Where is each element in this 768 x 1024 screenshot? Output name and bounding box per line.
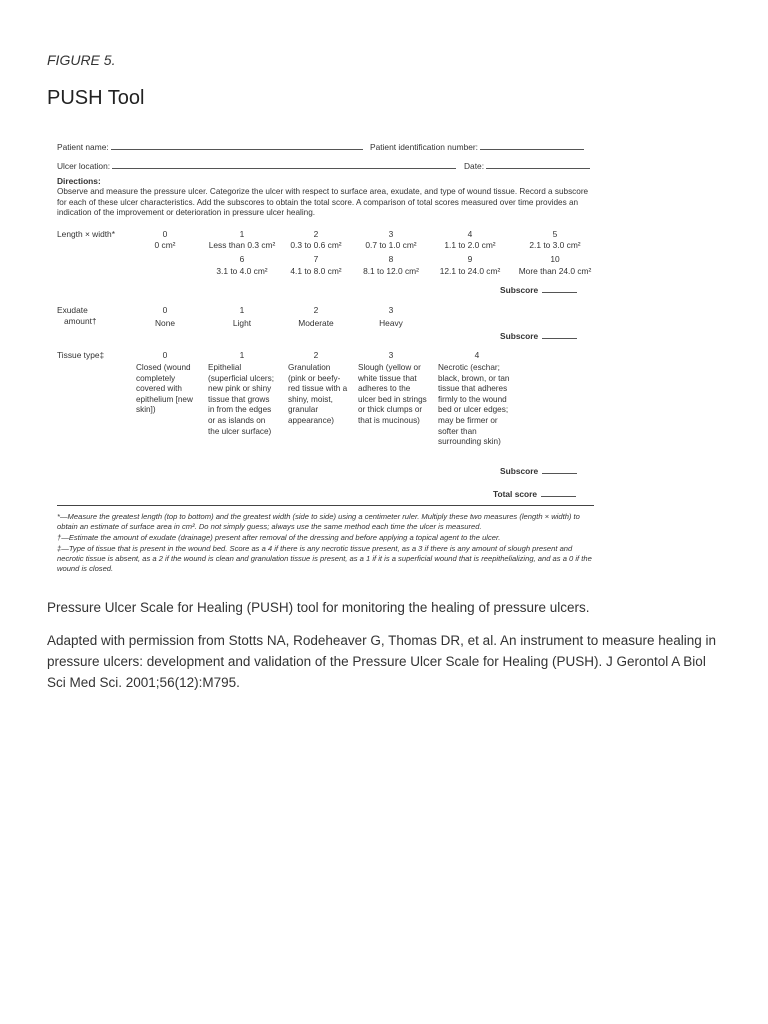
lw-score: 6 [239,254,245,264]
exudate-label-line2: amount† [64,316,97,326]
lw-value: 0.7 to 1.0 cm² [365,240,417,250]
total-score-field[interactable] [541,490,576,497]
lw-value: 12.1 to 24.0 cm² [439,266,501,276]
tissue-score: 3 [388,350,394,360]
lw-value: 0.3 to 0.6 cm² [290,240,342,250]
lw-value: 3.1 to 4.0 cm² [216,266,268,276]
patient-id-row [370,142,584,153]
tissue-type-label: Tissue type‡ [57,350,105,360]
patient-name-label: Patient name: [57,142,109,152]
patient-id-field[interactable] [480,143,584,150]
patient-id-label: Patient identification number: [370,142,479,152]
ulcer-location-row [57,161,456,172]
exudate-value: Moderate [298,318,334,328]
exudate-label-line1: Exudate [57,305,88,315]
date-row [464,161,590,172]
date-label: Date: [464,161,485,171]
subscore-field[interactable] [542,467,577,474]
ulcer-location-label: Ulcer location: [57,161,111,171]
lw-value: Less than 0.3 cm² [208,240,276,250]
lw-score: 2 [313,229,319,239]
lw-score: 10 [550,254,560,264]
tissue-description: Epithelial (superficial ulcers; new pink or shiny tissue that grows in from the edges or as islands on the ulcer surface) [208,363,274,436]
exudate-value: None [154,318,176,328]
length-width-subscore [500,285,577,296]
exudate-subscore [500,331,577,342]
lw-value: 2.1 to 3.0 cm² [529,240,581,250]
lw-score: 0 [162,229,168,239]
subscore-field[interactable] [542,332,577,339]
total-score-label: Total score [493,489,538,499]
subscore-label: Subscore [500,331,539,341]
tissue-score: 4 [474,350,480,360]
exudate-score: 2 [313,305,319,315]
lw-value: 8.1 to 12.0 cm² [363,266,419,276]
subscore-label: Subscore [500,285,539,295]
tissue-score: 0 [162,350,168,360]
lw-value: More than 24.0 cm² [518,266,592,276]
lw-score: 9 [467,254,473,264]
length-width-label: Length × width* [57,229,115,239]
ulcer-location-field[interactable] [112,162,456,169]
figure-label: FIGURE 5. [47,52,116,68]
patient-name-field[interactable] [111,143,363,150]
lw-value: 1.1 to 2.0 cm² [444,240,496,250]
directions-text: Observe and measure the pressure ulcer. Categorize the ulcer with respect to surface area, exudate, and type of wound tissue. Record a subscore for each of these ulcer characteristics. Add the subscores to obtain the total score. A comparison of total scores measured over time provides an indication of the improvement or deterioration in pressure ulcer healing. [57,187,589,218]
lw-score: 8 [388,254,394,264]
lw-score: 5 [552,229,558,239]
footnote-tissue: ‡—Type of tissue that is present in the wound bed. Score as a 4 if there is any necrotic tissue present, as a 3 if there is any amount of slough present and necrotic tissue is absent, as a 2 if the wound is clean and granulation tissue is present, as a 1 if it is a superficial wound that is reepithelializing, and as a 0 if the wound is closed. [57,544,592,574]
tissue-description: Necrotic (eschar; black, brown, or tan tissue that adheres firmly to the wound bed or ulcer edges; may be firmer or softer than surrounding skin) [438,363,510,447]
tissue-description: Granulation (pink or beefy-red tissue with a shiny, moist, granular appearance) [288,363,348,425]
exudate-score: 0 [162,305,168,315]
patient-name-row [57,142,363,153]
figure-caption: Pressure Ulcer Scale for Healing (PUSH) tool for monitoring the healing of pressure ulcers. [47,600,590,615]
total-score [493,489,576,500]
exudate-score: 3 [388,305,394,315]
tissue-description: Closed (wound completely covered with epithelium [new skin]) [136,363,193,415]
subscore-field[interactable] [542,286,577,293]
lw-score: 4 [467,229,473,239]
subscore-label: Subscore [500,466,539,476]
exudate-value: Heavy [379,318,403,328]
tissue-subscore [500,466,577,477]
exudate-value: Light [232,318,252,328]
directions-heading: Directions: [57,176,101,186]
lw-value: 0 cm² [154,240,176,250]
tissue-description: Slough (yellow or white tissue that adheres to the ulcer bed in strings or thick clumps or that is mucinous) [358,363,427,425]
footnote-divider [57,505,594,506]
date-field[interactable] [486,162,590,169]
footnote-exudate: †—Estimate the amount of exudate (drainage) present after removal of the dressing and before applying a topical agent to the ulcer. [57,533,501,542]
lw-score: 3 [388,229,394,239]
footnote-length: *—Measure the greatest length (top to bottom) and the greatest width (side to side) using a centimeter ruler. Multiply these two measures (length × width) to obtain an estimate of surface area in cm². Do not simply guess; always use the same method each time the ulcer is measured. [57,512,580,532]
figure-credit: Adapted with permission from Stotts NA, Rodeheaver G, Thomas DR, et al. An instrument to measure healing in pressure ulcers: development and validation of the Pressure Ulcer Scale for Healing (PUSH). J Gerontol A Biol Sci Med Sci. 2001;56(12):M795. [47,633,717,690]
lw-score: 1 [239,229,245,239]
exudate-score: 1 [239,305,245,315]
lw-score: 7 [313,254,319,264]
tissue-score: 1 [239,350,245,360]
tissue-score: 2 [313,350,319,360]
lw-value: 4.1 to 8.0 cm² [290,266,342,276]
figure-title: PUSH Tool [47,87,145,109]
